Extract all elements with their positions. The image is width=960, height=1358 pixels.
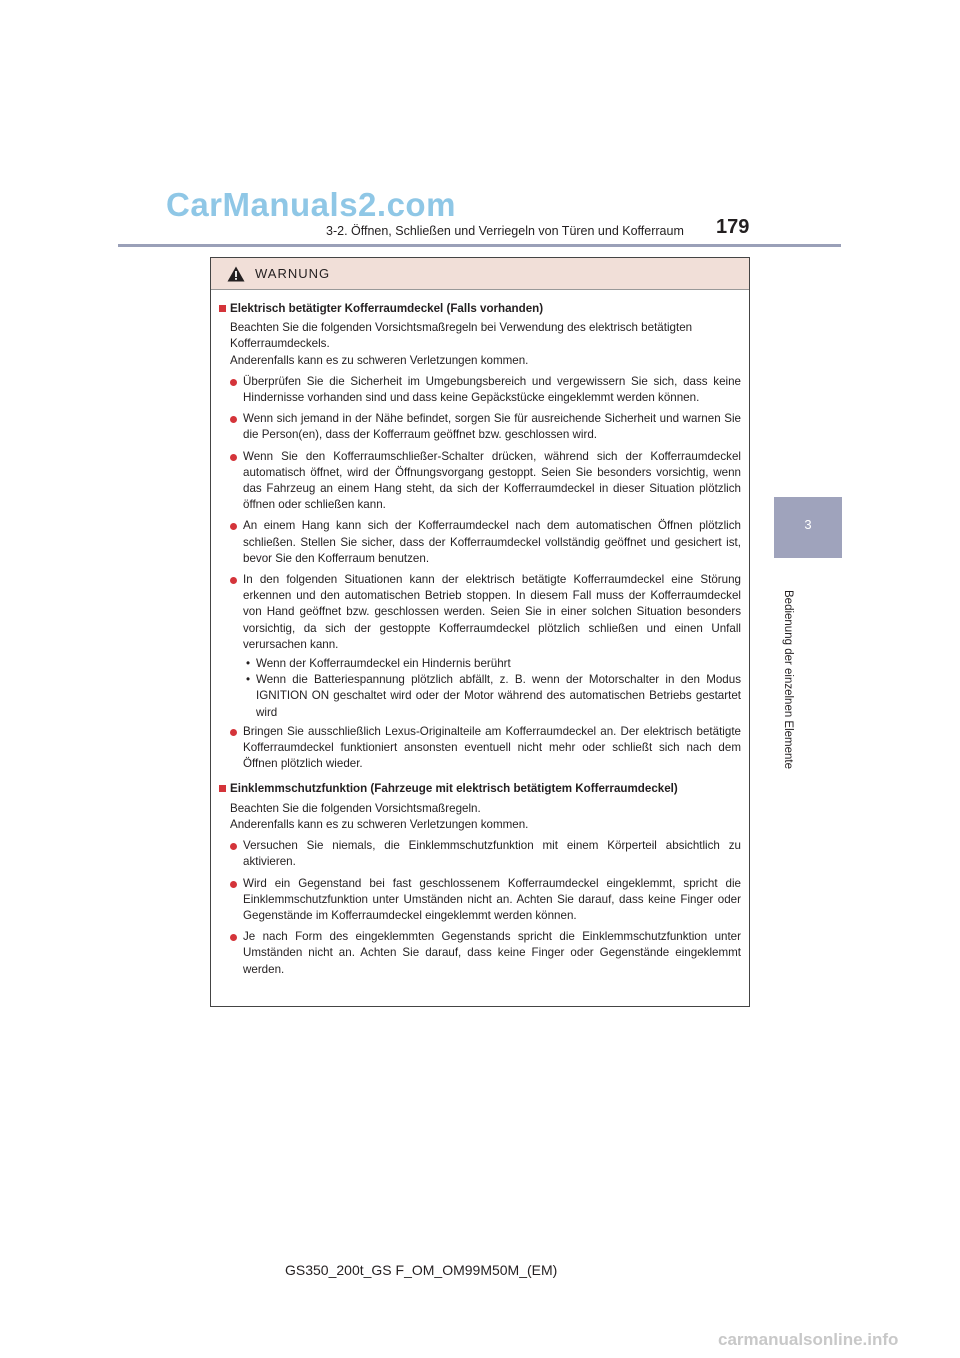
round-bullet-icon	[230, 881, 237, 888]
sub-list-item	[219, 672, 741, 721]
section-heading-text: Einklemmschutzfunktion (Fahrzeuge mit elektrisch betätigtem Kofferraumdeckel)	[230, 782, 678, 796]
round-bullet-icon	[230, 454, 237, 461]
round-bullet-icon	[230, 843, 237, 850]
intro-line: Anderenfalls kann es zu schweren Verletzungen kommen.	[230, 817, 529, 831]
list-item-text: Wenn Sie den Kofferraumschließer-Schalter drücken, während sich der Kofferraumdeckel automatisch öffnet, wird der Öffnungsvorgang gestoppt. Seien Sie besonders vorsichtig, wenn das Fahrzeug an einem Hang steht, da sich der Kofferraumdeckel in dieser Situation plötzlich öffnen oder schließen kann.	[243, 449, 741, 512]
round-bullet-icon	[230, 934, 237, 941]
watermark-carmanualsonline: carmanualsonline.info	[718, 1330, 899, 1349]
sub-bullet-mark: •	[246, 657, 251, 671]
intro-line: Beachten Sie die folgenden Vorsichtsmaßregeln.	[230, 801, 481, 815]
header-divider	[118, 244, 841, 247]
sub-list-item-text: Wenn die Batteriespannung plötzlich abfällt, z. B. wenn der Motorschalter in den Modus IGNITION ON geschaltet wird oder der Motor während des automatischen Betriebs gestartet wird	[256, 673, 741, 719]
page-number: 179	[716, 216, 750, 238]
list-item	[219, 449, 741, 514]
list-item-text: Überprüfen Sie die Sicherheit im Umgebungsbereich und vergewissern Sie sich, dass keine Hindernisse vorhanden sind und dass keine Gepäckstücke eingeklemmt werden können.	[243, 374, 741, 405]
intro-line: Beachten Sie die folgenden Vorsichtsmaßregeln bei Verwendung des elektrisch betätigten Kofferraumdeckels.	[230, 321, 693, 351]
intro-paragraph	[219, 801, 741, 833]
round-bullet-icon	[230, 729, 237, 736]
sub-bullet-mark: •	[246, 673, 251, 687]
list-item	[219, 518, 741, 567]
list-item	[219, 876, 741, 925]
chapter-title: Bedienung der einzelnen Elemente	[782, 590, 794, 770]
warning-body	[211, 290, 749, 978]
warning-title: WARNUNG	[255, 266, 331, 281]
list-item-text: Wird ein Gegenstand bei fast geschlossenem Kofferraumdeckel eingeklemmt, spricht die Einklemmschutzfunktion unter Umständen nicht an. Achten Sie darauf, dass keine Finger oder Gegenstände im Kofferraumdeckel eingeklemmt werden können.	[243, 876, 741, 922]
list-item	[219, 929, 741, 978]
round-bullet-icon	[230, 577, 237, 584]
list-item	[219, 572, 741, 653]
intro-paragraph	[219, 320, 741, 369]
square-bullet-icon	[219, 305, 226, 312]
warning-header	[211, 258, 749, 290]
chapter-tab	[774, 497, 842, 558]
sub-list-item	[219, 656, 741, 672]
list-item	[219, 374, 741, 406]
document-code: GS350_200t_GS F_OM_OM99M50M_(EM)	[285, 1262, 558, 1278]
section-heading-pinch-protection	[219, 781, 741, 797]
chapter-title-vertical	[782, 590, 802, 770]
sub-list-item-text: Wenn der Kofferraumdeckel ein Hindernis berührt	[256, 657, 511, 671]
section-heading-power-trunk	[219, 301, 741, 317]
round-bullet-icon	[230, 379, 237, 386]
list-item-text: Je nach Form des eingeklemmten Gegenstands spricht die Einklemmschutzfunktion unter Umständen nicht an. Achten Sie darauf, dass keine Finger oder Gegenstände eingeklemmt werden.	[243, 930, 741, 976]
section-heading-text: Elektrisch betätigter Kofferraumdeckel (Falls vorhanden)	[230, 302, 544, 315]
chapter-number: 3	[804, 517, 812, 532]
section-title: 3-2. Öffnen, Schließen und Verriegeln von Türen und Kofferraum	[326, 224, 684, 238]
list-item	[219, 411, 741, 443]
list-item	[219, 724, 741, 773]
list-item-text: Versuchen Sie niemals, die Einklemmschutzfunktion mit einem Körperteil absichtlich zu aktivieren.	[243, 839, 741, 869]
intro-line: Anderenfalls kann es zu schweren Verletzungen kommen.	[230, 353, 529, 367]
round-bullet-icon	[230, 416, 237, 423]
warning-box	[210, 257, 750, 1007]
round-bullet-icon	[230, 523, 237, 530]
list-item-text: Bringen Sie ausschließlich Lexus-Originalteile am Kofferraumdeckel an. Der elektrisch betätigte Kofferraumdeckel funktioniert ansonsten eventuell nicht mehr oder schließt sich nach dem Öffnen plötzlich wieder.	[243, 724, 741, 771]
list-item	[219, 838, 741, 870]
list-item-text: In den folgenden Situationen kann der elektrisch betätigte Kofferraumdeckel eine Störung erkennen und den automatischen Betrieb stoppen. In diesem Fall muss der Kofferraumdeckel von Hand geöffnet bzw. geschlossen werden. Seien Sie in einer solchen Situation besonders vorsichtig, da sich der gestoppte Kofferraumdeckel plötzlich schließen und einen Unfall verursachen kann.	[243, 573, 741, 651]
list-item-text: An einem Hang kann sich der Kofferraumdeckel nach dem automatischen Öffnen plötzlich schließen. Stellen Sie sicher, dass der Kofferraumdeckel vollständig geöffnet und gesichert ist, bevor Sie den Kofferraum benutzen.	[243, 519, 741, 565]
square-bullet-icon	[219, 785, 226, 792]
list-item-text: Wenn sich jemand in der Nähe befindet, sorgen Sie für ausreichende Sicherheit und warnen Sie die Person(en), dass der Kofferraum geöffnet bzw. geschlossen wird.	[243, 412, 741, 442]
warning-triangle-icon	[227, 266, 245, 282]
watermark-carmanuals2: CarManuals2.com	[166, 186, 456, 223]
